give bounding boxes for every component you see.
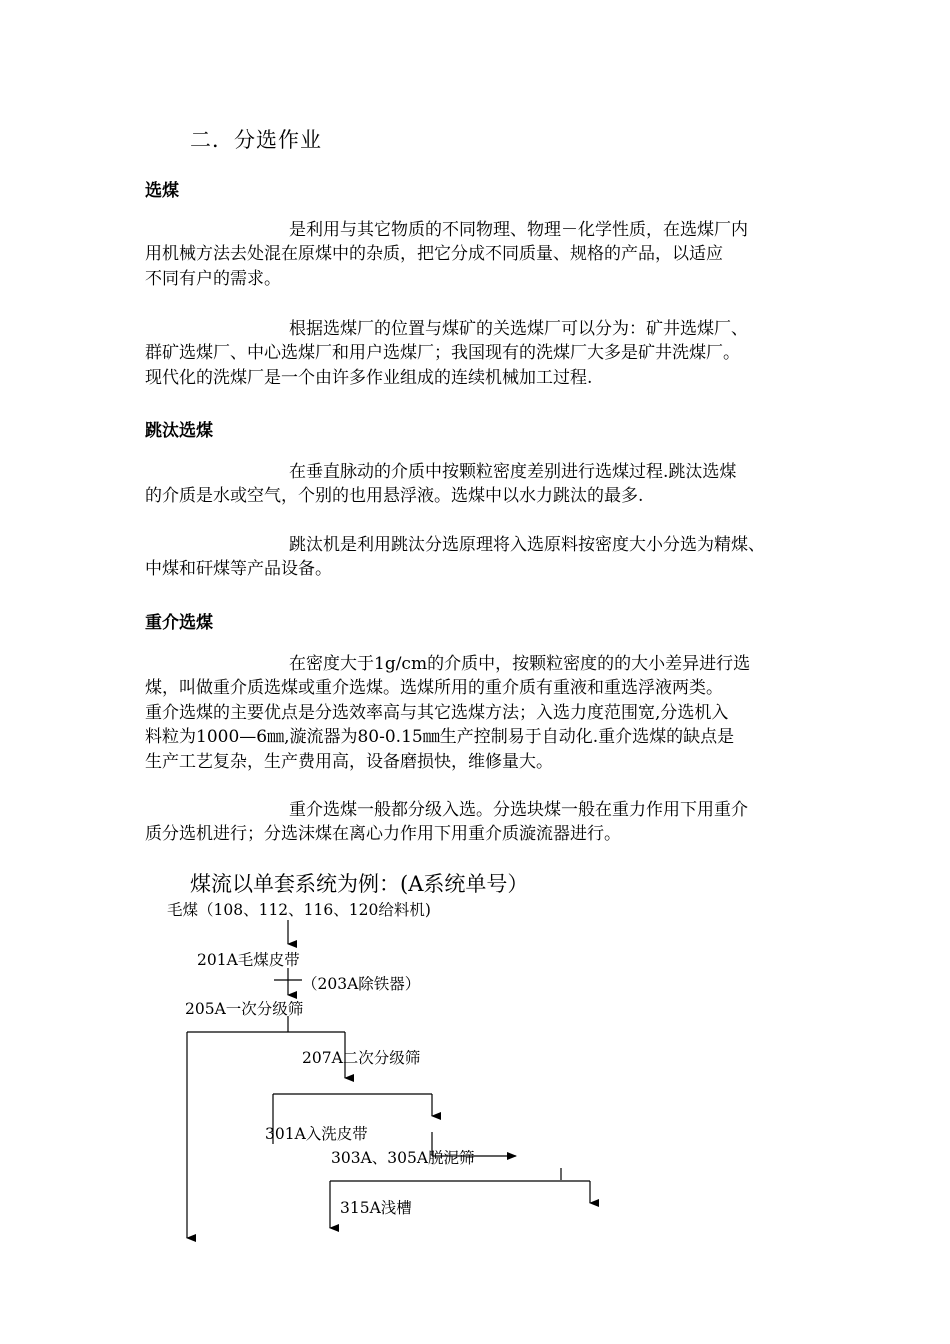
heading-coal-preparation: 选煤 (145, 181, 179, 201)
text-line: 不同有户的需求。 (145, 268, 281, 289)
node-raw-coal: 毛煤（108、112、116、120给料机) (167, 901, 431, 919)
flowchart-title: 煤流以单套系统为例：(A系统单号） (190, 872, 529, 896)
text-line: 在密度大于1g/cm的介质中，按颗粒密度的的大小差异进行选 (289, 654, 751, 674)
text-line: 是利用与其它物质的不同物理、物理－化学性质，在选煤厂内 (289, 220, 748, 240)
text-line: 跳汰机是利用跳汰分选原理将入选原料按密度大小分选为精煤、 (289, 535, 765, 555)
node-desliming-screen: 303A、305A脱泥筛 (331, 1149, 475, 1167)
text-line: 群矿选煤厂、中心选煤厂和用户选煤厂；我国现有的洗煤厂大多是矿井洗煤厂。 (145, 343, 740, 364)
text-line: 用机械方法去处混在原煤中的杂质，把它分成不同质量、规格的产品，以适应 (145, 244, 723, 265)
text-line: 中煤和矸煤等产品设备。 (145, 559, 332, 580)
text-line: 重介选煤的主要优点是分选效率高与其它选煤方法；入选力度范围宽,分选机入 (145, 702, 729, 723)
node-203a-iron-separator: （203A除铁器） (302, 975, 421, 993)
text-line: 质分选机进行；分选沫煤在离心力作用下用重介质漩流器进行。 (145, 824, 621, 845)
text-line: 现代化的洗煤厂是一个由许多作业组成的连续机械加工过程. (145, 367, 593, 388)
node-207a-screen: 207A二次分级筛 (302, 1049, 421, 1067)
text-line: 在垂直脉动的介质中按颗粒密度差别进行选煤过程.跳汰选煤 (289, 462, 737, 482)
node-315a-trough: 315A浅槽 (340, 1199, 412, 1217)
heading-dense-medium: 重介选煤 (145, 613, 213, 633)
text-line: 料粒为1000—6㎜,漩流器为80-0.15㎜生产控制易于自动化.重介选煤的缺点是 (145, 727, 735, 748)
text-line: 煤，叫做重介质选煤或重介选煤。选煤所用的重介质有重液和重选浮液两类。 (145, 678, 723, 699)
node-301a-belt: 301A入洗皮带 (265, 1125, 368, 1143)
section-heading: 二．分选作业 (190, 128, 322, 152)
heading-jigging: 跳汰选煤 (145, 421, 213, 441)
node-201a-belt: 201A毛煤皮带 (197, 951, 300, 969)
text-line: 的介质是水或空气，个别的也用悬浮液。选煤中以水力跳汰的最多. (145, 486, 644, 507)
node-205a-screen: 205A一次分级筛 (185, 1000, 304, 1018)
text-line: 生产工艺复杂，生产费用高，设备磨损快，维修量大。 (145, 751, 553, 772)
text-line: 重介选煤一般都分级入选。分选块煤一般在重力作用下用重介 (289, 800, 748, 820)
text-line: 根据选煤厂的位置与煤矿的关选煤厂可以分为：矿井选煤厂、 (289, 319, 748, 339)
